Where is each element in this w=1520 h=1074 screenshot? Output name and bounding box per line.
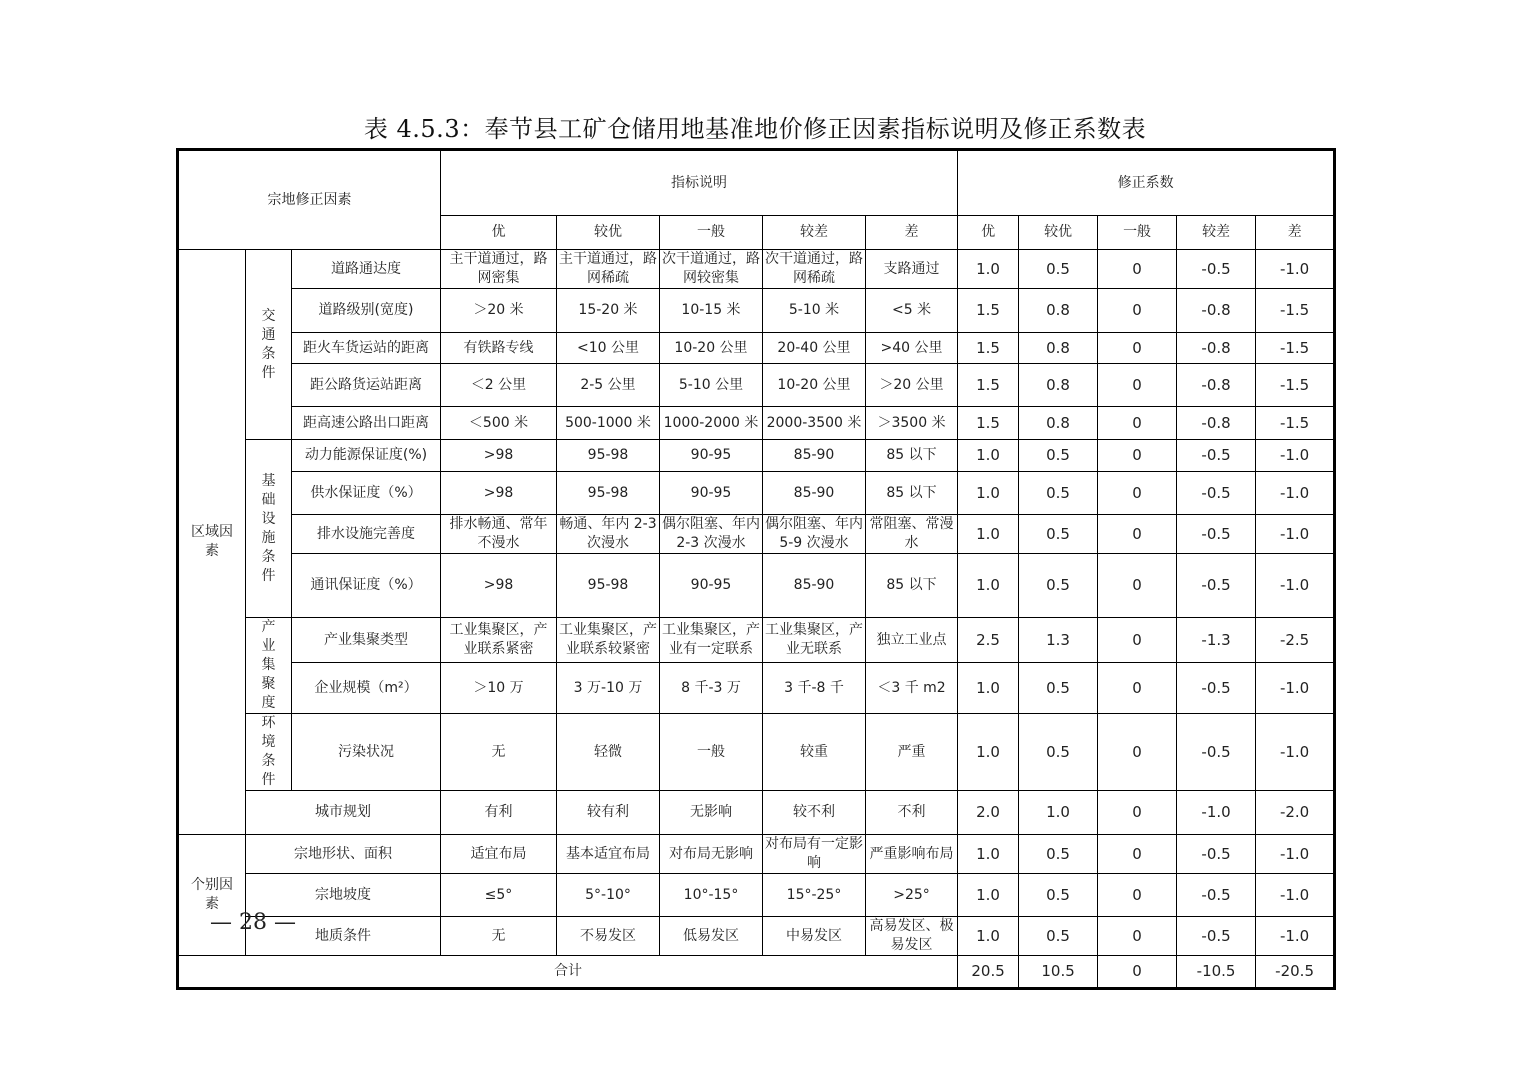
coefficient-cell: -0.5	[1177, 714, 1256, 791]
coefficient-cell: 0	[1098, 250, 1177, 289]
coefficient-cell: 0.5	[1019, 917, 1098, 956]
indicator-cell: >98	[441, 554, 557, 618]
indicator-cell: 95-98	[557, 440, 660, 472]
level-header: 差	[866, 216, 958, 250]
factor-name: 排水设施完善度	[292, 515, 441, 554]
coefficient-cell: -1.0	[1256, 440, 1335, 472]
coefficient-cell: -2.0	[1256, 791, 1335, 835]
indicator-cell: 85-90	[763, 440, 866, 472]
indicator-cell: 畅通、年内 2-3 次漫水	[557, 515, 660, 554]
coefficient-cell: 1.3	[1019, 618, 1098, 663]
indicator-cell: 独立工业点	[866, 618, 958, 663]
indicator-cell: 工业集聚区，产业无联系	[763, 618, 866, 663]
coefficient-cell: 0	[1098, 663, 1177, 714]
indicator-cell: 90-95	[660, 440, 763, 472]
coefficient-cell: -2.5	[1256, 618, 1335, 663]
indicator-cell: ＞20 米	[441, 289, 557, 333]
coefficient-cell: -1.0	[1177, 791, 1256, 835]
coefficient-cell: 2.5	[958, 618, 1019, 663]
table-row	[178, 791, 1335, 835]
table-row	[178, 515, 1335, 554]
table-row	[178, 956, 1335, 989]
coefficient-cell: 0.8	[1019, 289, 1098, 333]
coefficient-cell: -1.0	[1256, 917, 1335, 956]
coefficient-cell: -0.5	[1177, 917, 1256, 956]
coefficient-cell: 1.5	[958, 289, 1019, 333]
coefficient-cell: -1.0	[1256, 250, 1335, 289]
coefficient-cell: 0.5	[1019, 874, 1098, 917]
coefficient-cell: 0	[1098, 515, 1177, 554]
subcategory-environment: 环境条件	[246, 714, 292, 791]
category-regional: 区域因素	[178, 250, 246, 835]
coefficient-cell: 0	[1098, 364, 1177, 407]
indicator-cell: 3 千-8 千	[763, 663, 866, 714]
coefficient-cell: 1.0	[958, 515, 1019, 554]
indicator-cell: 有利	[441, 791, 557, 835]
table-row	[178, 333, 1335, 364]
coefficient-cell: -1.0	[1256, 663, 1335, 714]
factor-name: 企业规模（m²）	[292, 663, 441, 714]
table-row	[178, 874, 1335, 917]
coefficient-cell: 0.5	[1019, 714, 1098, 791]
factor-name: 污染状况	[292, 714, 441, 791]
indicator-cell: 严重影响布局	[866, 835, 958, 874]
coefficient-cell: 0.5	[1019, 515, 1098, 554]
table-row	[178, 835, 1335, 874]
indicator-cell: 次干道通过，路网较密集	[660, 250, 763, 289]
indicator-group-header: 指标说明	[441, 150, 958, 216]
coefficient-cell: -0.5	[1177, 440, 1256, 472]
subcategory-traffic: 交通条件	[246, 250, 292, 440]
coefficient-cell: 0	[1098, 440, 1177, 472]
indicator-cell: 2000-3500 米	[763, 407, 866, 440]
indicator-cell: ＜500 米	[441, 407, 557, 440]
indicator-cell: 排水畅通、常年不漫水	[441, 515, 557, 554]
factor-name: 通讯保证度（%）	[292, 554, 441, 618]
indicator-cell: 偶尔阻塞、年内 5-9 次漫水	[763, 515, 866, 554]
indicator-cell: 无	[441, 714, 557, 791]
indicator-cell: 对布局有一定影响	[763, 835, 866, 874]
total-coefficient: -10.5	[1177, 956, 1256, 989]
coefficient-cell: 0	[1098, 835, 1177, 874]
coefficient-cell: -0.5	[1177, 554, 1256, 618]
coefficient-cell: -0.5	[1177, 515, 1256, 554]
level-header: 优	[958, 216, 1019, 250]
indicator-cell: 10-20 公里	[763, 364, 866, 407]
indicator-cell: 85 以下	[866, 554, 958, 618]
indicator-cell: 适宜布局	[441, 835, 557, 874]
indicator-cell: 无	[441, 917, 557, 956]
indicator-cell: 500-1000 米	[557, 407, 660, 440]
level-header: 一般	[660, 216, 763, 250]
indicator-cell: 1000-2000 米	[660, 407, 763, 440]
indicator-cell: 有铁路专线	[441, 333, 557, 364]
coefficient-cell: -1.5	[1256, 333, 1335, 364]
indicator-cell: 主干道通过，路网密集	[441, 250, 557, 289]
coefficient-cell: 0.8	[1019, 407, 1098, 440]
subcategory-industry: 产业集聚度	[246, 618, 292, 714]
coefficient-cell: 0.5	[1019, 554, 1098, 618]
category-individual: 个别因素	[178, 835, 246, 956]
table-row	[178, 407, 1335, 440]
level-header: 较差	[763, 216, 866, 250]
table-row	[178, 289, 1335, 333]
indicator-cell: 工业集聚区，产业联系紧密	[441, 618, 557, 663]
indicator-cell: 无影响	[660, 791, 763, 835]
table-row	[178, 663, 1335, 714]
indicator-cell: 常阻塞、常漫水	[866, 515, 958, 554]
indicator-cell: 工业集聚区，产业联系较紧密	[557, 618, 660, 663]
coefficient-cell: -1.0	[1256, 835, 1335, 874]
table-row	[178, 250, 1335, 289]
coefficient-cell: 1.5	[958, 364, 1019, 407]
coefficient-cell: 1.0	[958, 663, 1019, 714]
coefficient-cell: 0.5	[1019, 835, 1098, 874]
indicator-cell: 高易发区、极易发区	[866, 917, 958, 956]
indicator-cell: 15-20 米	[557, 289, 660, 333]
indicator-cell: 20-40 公里	[763, 333, 866, 364]
coefficient-cell: -0.5	[1177, 835, 1256, 874]
coefficient-cell: 1.5	[958, 333, 1019, 364]
coefficient-cell: 1.0	[958, 714, 1019, 791]
factor-name: 地质条件	[246, 917, 441, 956]
indicator-cell: ＞20 公里	[866, 364, 958, 407]
coefficient-cell: 0.5	[1019, 472, 1098, 515]
factor-name: 供水保证度（%）	[292, 472, 441, 515]
coefficient-cell: 1.5	[958, 407, 1019, 440]
indicator-cell: >98	[441, 440, 557, 472]
coefficient-cell: -0.8	[1177, 364, 1256, 407]
coefficient-cell: 1.0	[1019, 791, 1098, 835]
indicator-cell: <5 米	[866, 289, 958, 333]
indicator-cell: 偶尔阻塞、年内 2-3 次漫水	[660, 515, 763, 554]
coefficient-cell: 1.0	[958, 440, 1019, 472]
indicator-cell: 严重	[866, 714, 958, 791]
coefficient-cell: 1.0	[958, 917, 1019, 956]
coefficient-cell: 0	[1098, 791, 1177, 835]
coefficient-cell: 0	[1098, 472, 1177, 515]
indicator-cell: 对布局无影响	[660, 835, 763, 874]
coefficient-cell: -1.0	[1256, 554, 1335, 618]
coefficient-cell: 0	[1098, 289, 1177, 333]
coefficient-cell: -1.0	[1256, 472, 1335, 515]
table-row	[178, 714, 1335, 791]
coefficient-cell: -1.0	[1256, 714, 1335, 791]
coefficient-cell: -1.5	[1256, 407, 1335, 440]
coefficient-cell: 0	[1098, 714, 1177, 791]
indicator-cell: >40 公里	[866, 333, 958, 364]
subcategory-infrastructure: 基础设施条件	[246, 440, 292, 618]
indicator-cell: 10°-15°	[660, 874, 763, 917]
correction-factor-table	[176, 148, 1336, 990]
factor-header: 宗地修正因素	[178, 150, 441, 250]
indicator-cell: 2-5 公里	[557, 364, 660, 407]
factor-name: 道路通达度	[292, 250, 441, 289]
indicator-cell: 基本适宜布局	[557, 835, 660, 874]
indicator-cell: 较有利	[557, 791, 660, 835]
indicator-cell: 10-20 公里	[660, 333, 763, 364]
coefficient-cell: -0.5	[1177, 874, 1256, 917]
factor-name: 距高速公路出口距离	[292, 407, 441, 440]
indicator-cell: 较不利	[763, 791, 866, 835]
indicator-cell: ≤5°	[441, 874, 557, 917]
indicator-cell: 90-95	[660, 472, 763, 515]
indicator-cell: <10 公里	[557, 333, 660, 364]
indicator-cell: >25°	[866, 874, 958, 917]
level-header: 较优	[557, 216, 660, 250]
table-row	[178, 917, 1335, 956]
indicator-cell: 85-90	[763, 472, 866, 515]
total-coefficient: 10.5	[1019, 956, 1098, 989]
indicator-cell: 工业集聚区，产业有一定联系	[660, 618, 763, 663]
indicator-cell: 轻微	[557, 714, 660, 791]
indicator-cell: 一般	[660, 714, 763, 791]
coefficient-cell: -0.8	[1177, 407, 1256, 440]
factor-name: 距火车货运站的距离	[292, 333, 441, 364]
table-row	[178, 554, 1335, 618]
level-header: 差	[1256, 216, 1335, 250]
indicator-cell: 不易发区	[557, 917, 660, 956]
coefficient-cell: 1.0	[958, 472, 1019, 515]
indicator-cell: ＞3500 米	[866, 407, 958, 440]
factor-name: 城市规划	[246, 791, 441, 835]
indicator-cell: 10-15 米	[660, 289, 763, 333]
level-header: 较差	[1177, 216, 1256, 250]
coefficient-cell: 1.0	[958, 250, 1019, 289]
coefficient-cell: -0.5	[1177, 472, 1256, 515]
coefficient-cell: 0	[1098, 874, 1177, 917]
indicator-cell: 15°-25°	[763, 874, 866, 917]
coefficient-cell: 0	[1098, 407, 1177, 440]
factor-name: 动力能源保证度(%)	[292, 440, 441, 472]
level-header: 一般	[1098, 216, 1177, 250]
indicator-cell: 主干道通过，路网稀疏	[557, 250, 660, 289]
coefficient-cell: -1.3	[1177, 618, 1256, 663]
total-coefficient: -20.5	[1256, 956, 1335, 989]
total-coefficient: 0	[1098, 956, 1177, 989]
indicator-cell: ＞10 万	[441, 663, 557, 714]
indicator-cell: ＜3 千 m2	[866, 663, 958, 714]
factor-name: 宗地坡度	[246, 874, 441, 917]
indicator-cell: >98	[441, 472, 557, 515]
indicator-cell: 85 以下	[866, 440, 958, 472]
indicator-cell: 较重	[763, 714, 866, 791]
coefficient-cell: 2.0	[958, 791, 1019, 835]
total-coefficient: 20.5	[958, 956, 1019, 989]
indicator-cell: 5-10 公里	[660, 364, 763, 407]
page-number: — 28 —	[210, 910, 296, 935]
table-title: 表 4.5.3：奉节县工矿仓储用地基准地价修正因素指标说明及修正系数表	[363, 115, 1147, 143]
indicator-cell: 95-98	[557, 472, 660, 515]
table-row	[178, 364, 1335, 407]
indicator-cell: 95-98	[557, 554, 660, 618]
coefficient-cell: -0.8	[1177, 333, 1256, 364]
indicator-cell: 中易发区	[763, 917, 866, 956]
coefficient-cell: 0	[1098, 917, 1177, 956]
factor-name: 宗地形状、面积	[246, 835, 441, 874]
factor-name: 产业集聚类型	[292, 618, 441, 663]
factor-name: 道路级别(宽度)	[292, 289, 441, 333]
coefficient-cell: -1.0	[1256, 874, 1335, 917]
coefficient-cell: 0.8	[1019, 333, 1098, 364]
coefficient-cell: -0.8	[1177, 289, 1256, 333]
coefficient-cell: 0	[1098, 554, 1177, 618]
indicator-cell: 5°-10°	[557, 874, 660, 917]
table-row	[178, 440, 1335, 472]
coefficient-cell: -1.5	[1256, 289, 1335, 333]
level-header: 较优	[1019, 216, 1098, 250]
coefficient-cell: -1.0	[1256, 515, 1335, 554]
coefficient-cell: 0	[1098, 333, 1177, 364]
indicator-cell: 85-90	[763, 554, 866, 618]
coefficient-cell: -0.5	[1177, 663, 1256, 714]
table-row	[178, 618, 1335, 663]
coefficient-cell: 1.0	[958, 554, 1019, 618]
indicator-cell: 不利	[866, 791, 958, 835]
indicator-cell: 支路通过	[866, 250, 958, 289]
coefficient-cell: 0	[1098, 618, 1177, 663]
coefficient-cell: 0.5	[1019, 440, 1098, 472]
coefficient-cell: 1.0	[958, 874, 1019, 917]
indicator-cell: 90-95	[660, 554, 763, 618]
total-label: 合计	[178, 956, 958, 989]
indicator-cell: 8 千-3 万	[660, 663, 763, 714]
coefficient-cell: -0.5	[1177, 250, 1256, 289]
coefficient-group-header: 修正系数	[958, 150, 1335, 216]
indicator-cell: 3 万-10 万	[557, 663, 660, 714]
coefficient-cell: -1.5	[1256, 364, 1335, 407]
factor-name: 距公路货运站距离	[292, 364, 441, 407]
indicator-cell: ＜2 公里	[441, 364, 557, 407]
coefficient-cell: 0.5	[1019, 250, 1098, 289]
level-header: 优	[441, 216, 557, 250]
coefficient-cell: 0.5	[1019, 663, 1098, 714]
indicator-cell: 次干道通过，路网稀疏	[763, 250, 866, 289]
coefficient-cell: 0.8	[1019, 364, 1098, 407]
indicator-cell: 5-10 米	[763, 289, 866, 333]
coefficient-cell: 1.0	[958, 835, 1019, 874]
table-row	[178, 472, 1335, 515]
indicator-cell: 85 以下	[866, 472, 958, 515]
indicator-cell: 低易发区	[660, 917, 763, 956]
table-row	[178, 150, 1335, 216]
